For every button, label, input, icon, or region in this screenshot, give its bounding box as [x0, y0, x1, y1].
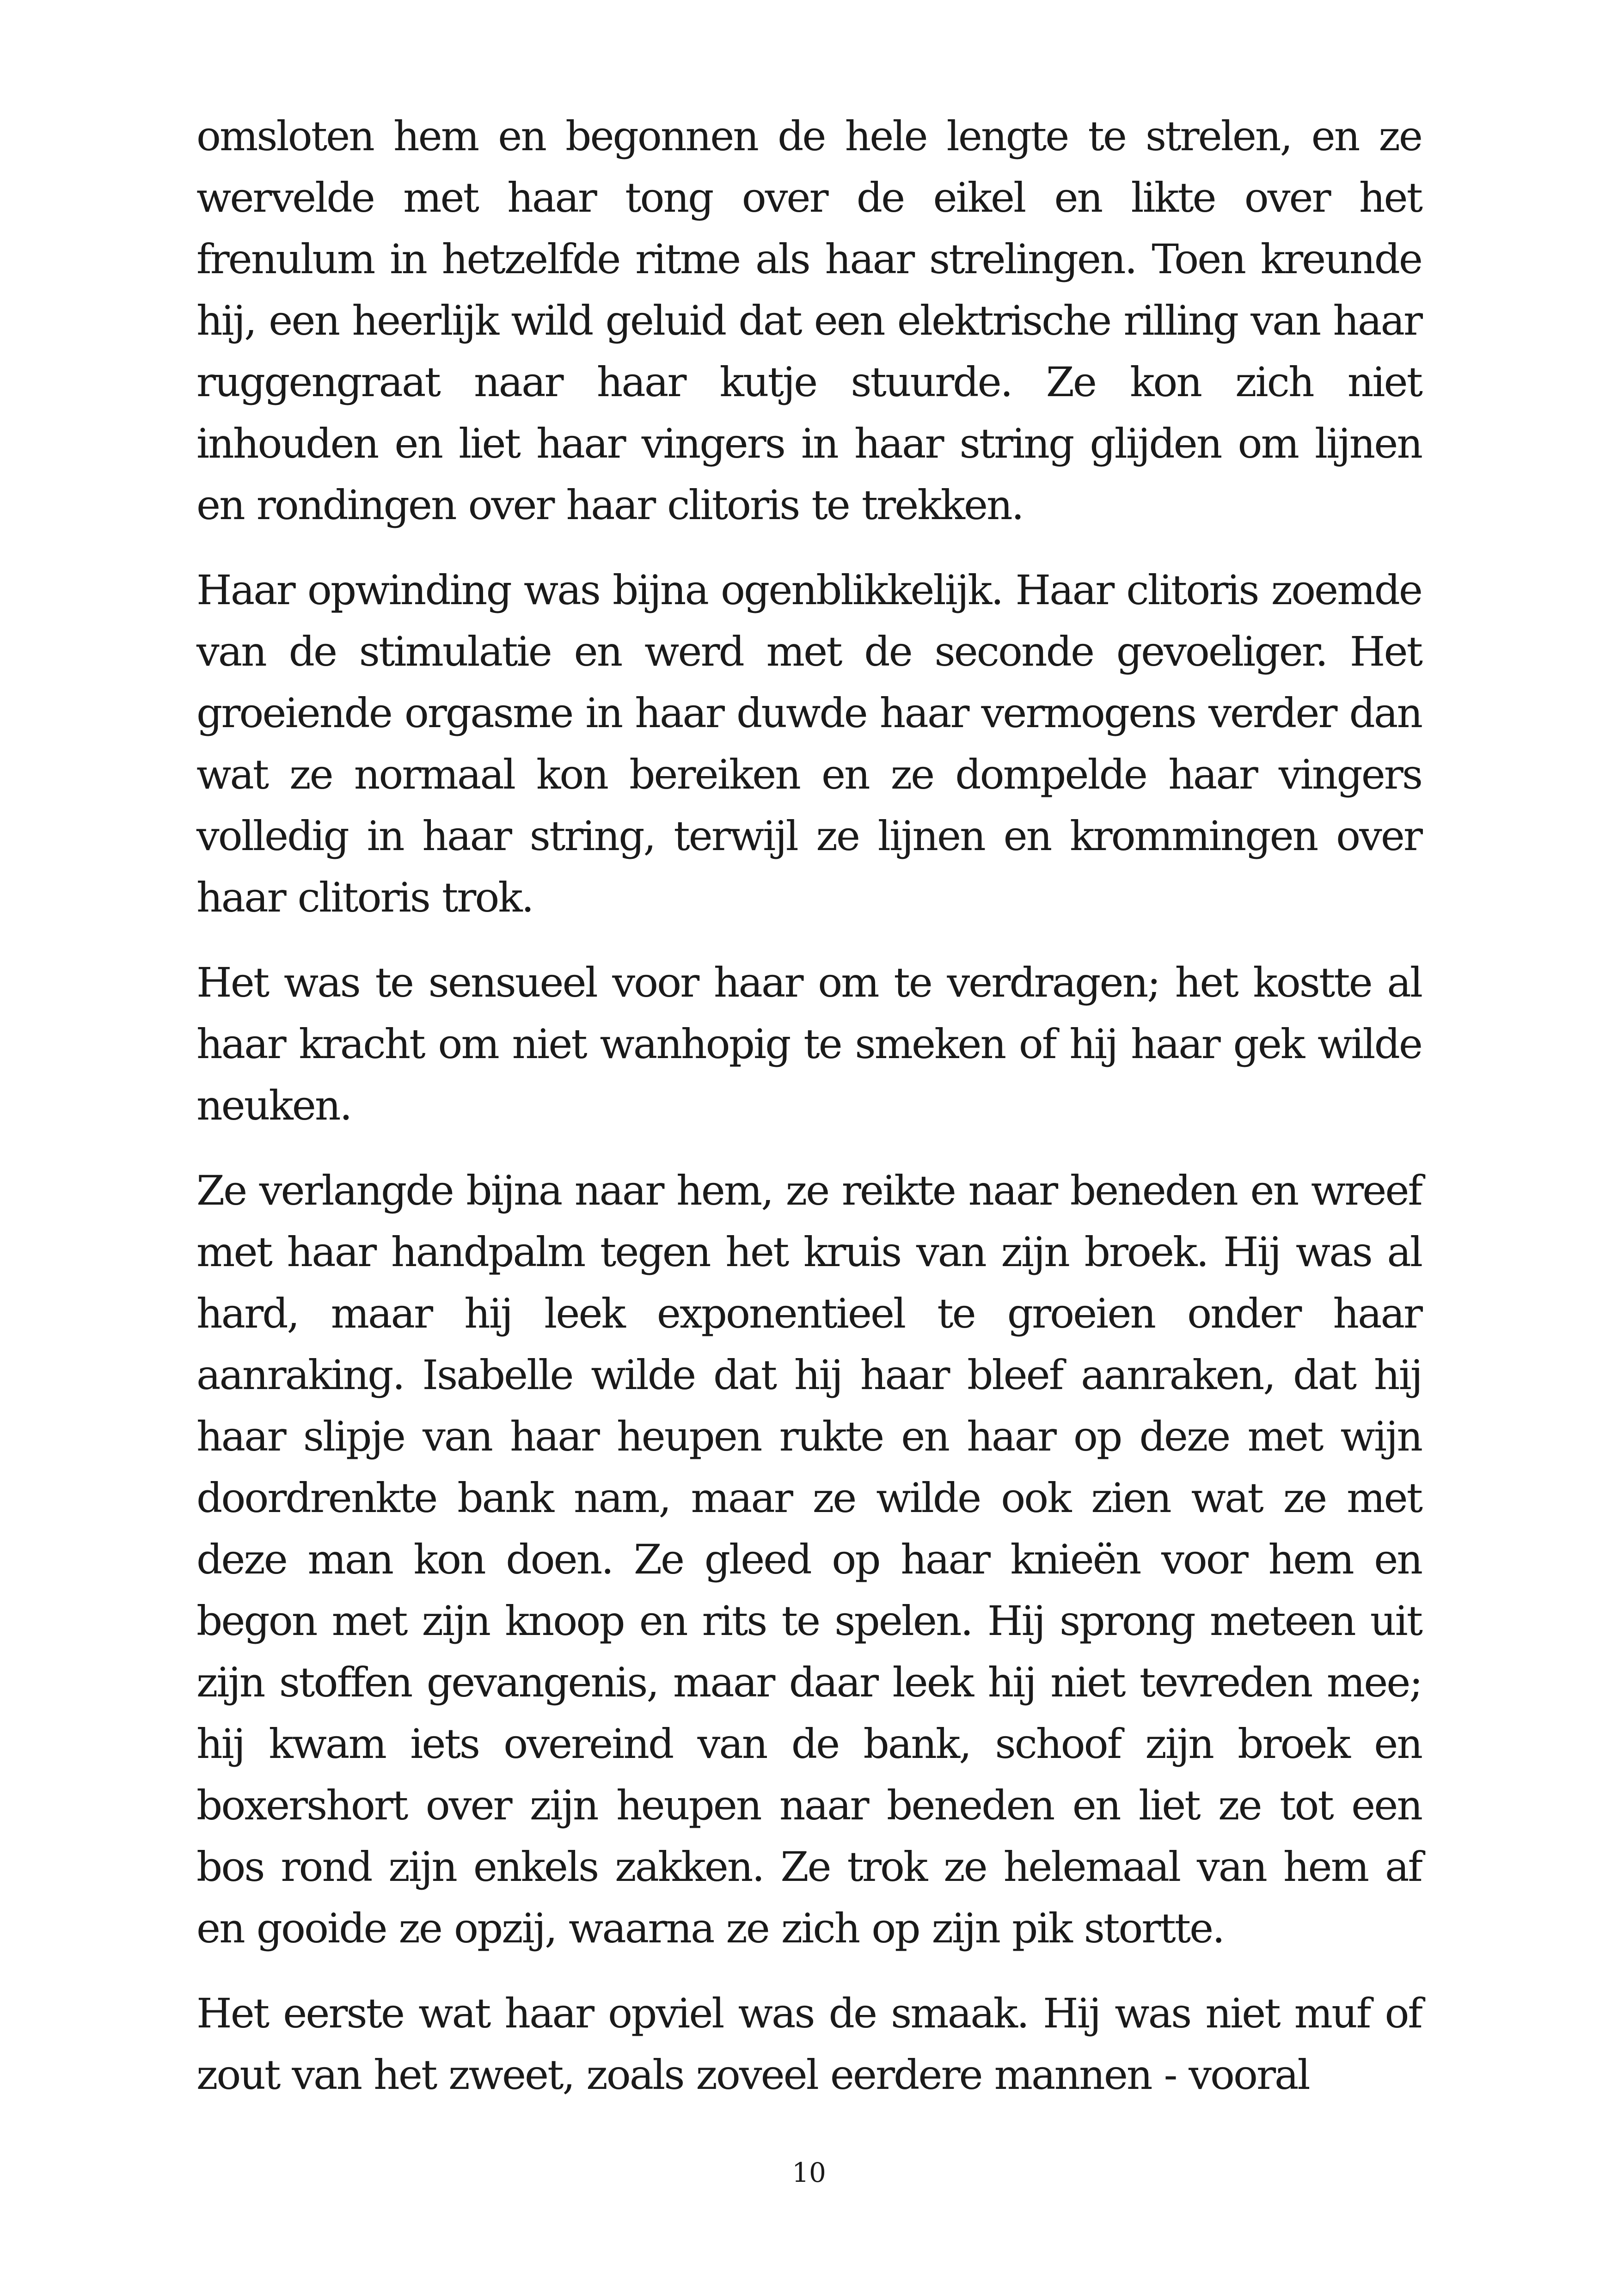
paragraph-3: Het was te sensueel voor haar om te verdragen; het kostte al haar kracht om niet wanhopig te smeken of hij haar gek wilde neuken. — [196, 959, 1422, 1129]
paragraph-2: Haar opwinding was bijna ogenblikkelijk. Haar clitoris zoemde van de stimulatie en werd met de seconde gevoeliger. Het groeiende orgasme in haar duwde haar vermogens verder dan wat ze normaal kon bereiken en ze dompelde haar vingers volledig in haar string, terwijl ze lijnen en krommingen over haar clitoris trok. — [196, 566, 1422, 921]
paragraph-1: omsloten hem en begonnen de hele lengte te strelen, en ze wervelde met haar tong over de eikel en likte over het frenulum in hetzelfde ritme als haar strelingen. Toen kreunde hij, een heerlijk wild geluid dat een elektrische rilling van haar ruggengraat naar haar kutje stuurde. Ze kon zich niet inhouden en liet haar vingers in haar string glijden om lijnen en rondingen over haar clitoris te trekken. — [196, 112, 1422, 529]
body-text — [196, 105, 1422, 2106]
paragraph-5: Het eerste wat haar opviel was de smaak. Hij was niet muf of zout van het zweet, zoals zoveel eerdere mannen - vooral — [196, 1990, 1422, 2099]
paragraph-4: Ze verlangde bijna naar hem, ze reikte naar beneden en wreef met haar handpalm tegen het kruis van zijn broek. Hij was al hard, maar hij leek exponentieel te groeien onder haar aanraking. Isabelle wilde dat hij haar bleef aanraken, dat hij haar slipje van haar heupen rukte en haar op deze met wijn doordrenkte bank nam, maar ze wilde ook zien wat ze met deze man kon doen. Ze gleed op haar knieën voor hem en begon met zijn knoop en rits te spelen. Hij sprong meteen uit zijn stoffen gevangenis, maar daar leek hij niet tevreden mee; hij kwam iets overeind van de bank, schoof zijn broek en boxershort over zijn heupen naar beneden en liet ze tot een bos rond zijn enkels zakken. Ze trok ze helemaal van hem af en gooide ze opzij, waarna ze zich op zijn pik stortte. — [196, 1167, 1422, 1952]
page-number: 10 — [792, 2157, 826, 2188]
